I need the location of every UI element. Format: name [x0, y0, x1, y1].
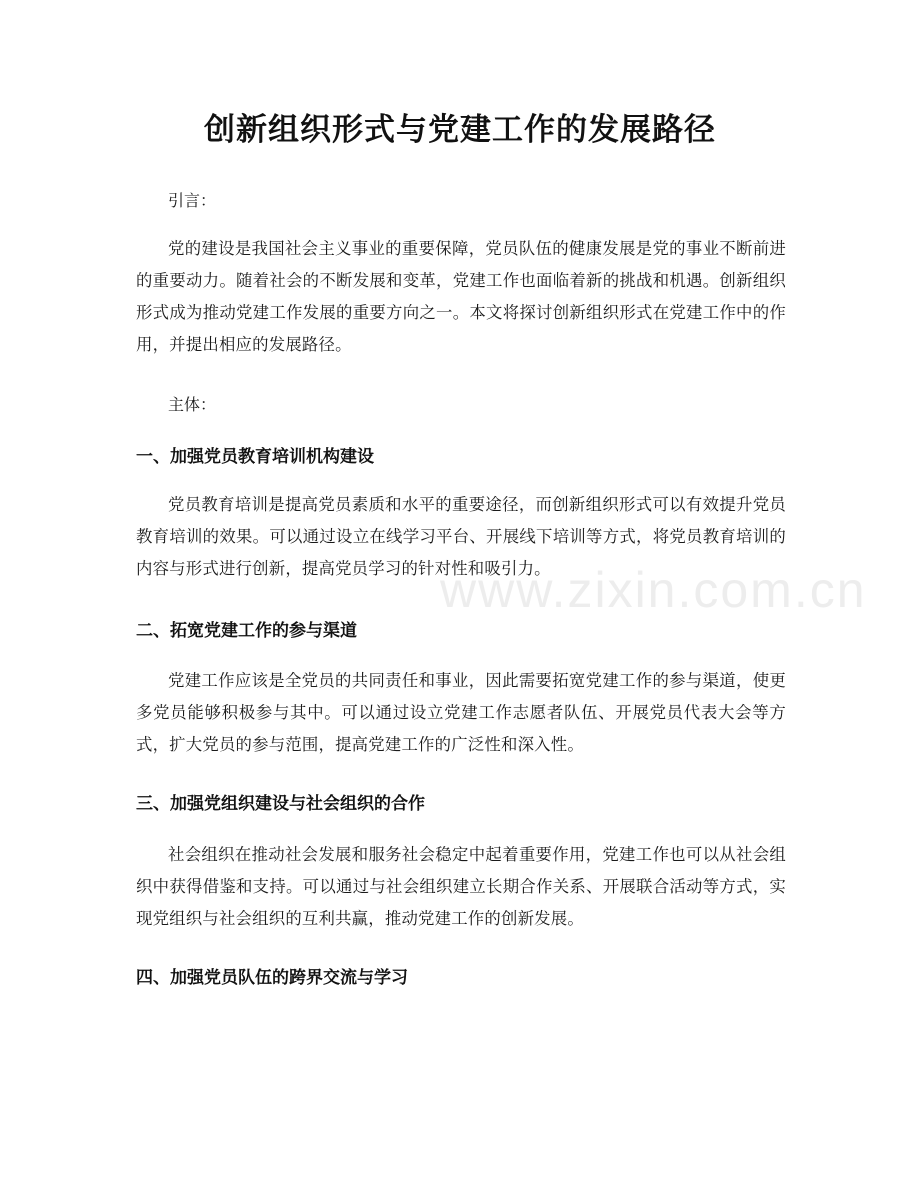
document-title: 创新组织形式与党建工作的发展路径 — [204, 112, 716, 148]
body-label: 主体： — [168, 395, 217, 414]
intro-paragraph: 党的建设是我国社会主义事业的重要保障，党员队伍的健康发展是党的事业不断前进的重要动力。随着社会的不断发展和变革，党建工作也面临着新的挑战和机遇。创新组织形式成为推动党建工作发展的重要方向之一。本文将探讨创新组织形式在党建工作中的作用，并提出相应的发展路径。 — [136, 239, 786, 354]
section-heading-3: 三、加强党组织建设与社会组织的合作 — [136, 794, 425, 814]
section-paragraph-3: 社会组织在推动社会发展和服务社会稳定中起着重要作用，党建工作也可以从社会组织中获得借鉴和支持。可以通过与社会组织建立长期合作关系、开展联合活动等方式，实现党组织与社会组织的互利共赢，推动党建工作的创新发展。 — [136, 845, 786, 928]
section-heading-1: 一、加强党员教育培训机构建设 — [136, 447, 374, 467]
section-paragraph-1: 党员教育培训是提高党员素质和水平的重要途径，而创新组织形式可以有效提升党员教育培训的效果。可以通过设立在线学习平台、开展线下培训等方式，将党员教育培训的内容与形式进行创新，提高党员学习的针对性和吸引力。 — [136, 495, 786, 578]
watermark-text: www.zixin.com.cn — [440, 562, 867, 618]
section-heading-2: 二、拓宽党建工作的参与渠道 — [136, 621, 357, 641]
section-heading-4: 四、加强党员队伍的跨界交流与学习 — [136, 968, 408, 988]
intro-label: 引言： — [168, 191, 217, 210]
section-paragraph-2: 党建工作应该是全党员的共同责任和事业，因此需要拓宽党建工作的参与渠道，使更多党员能够积极参与其中。可以通过设立党建工作志愿者队伍、开展党员代表大会等方式，扩大党员的参与范围，提高党建工作的广泛性和深入性。 — [136, 671, 786, 754]
